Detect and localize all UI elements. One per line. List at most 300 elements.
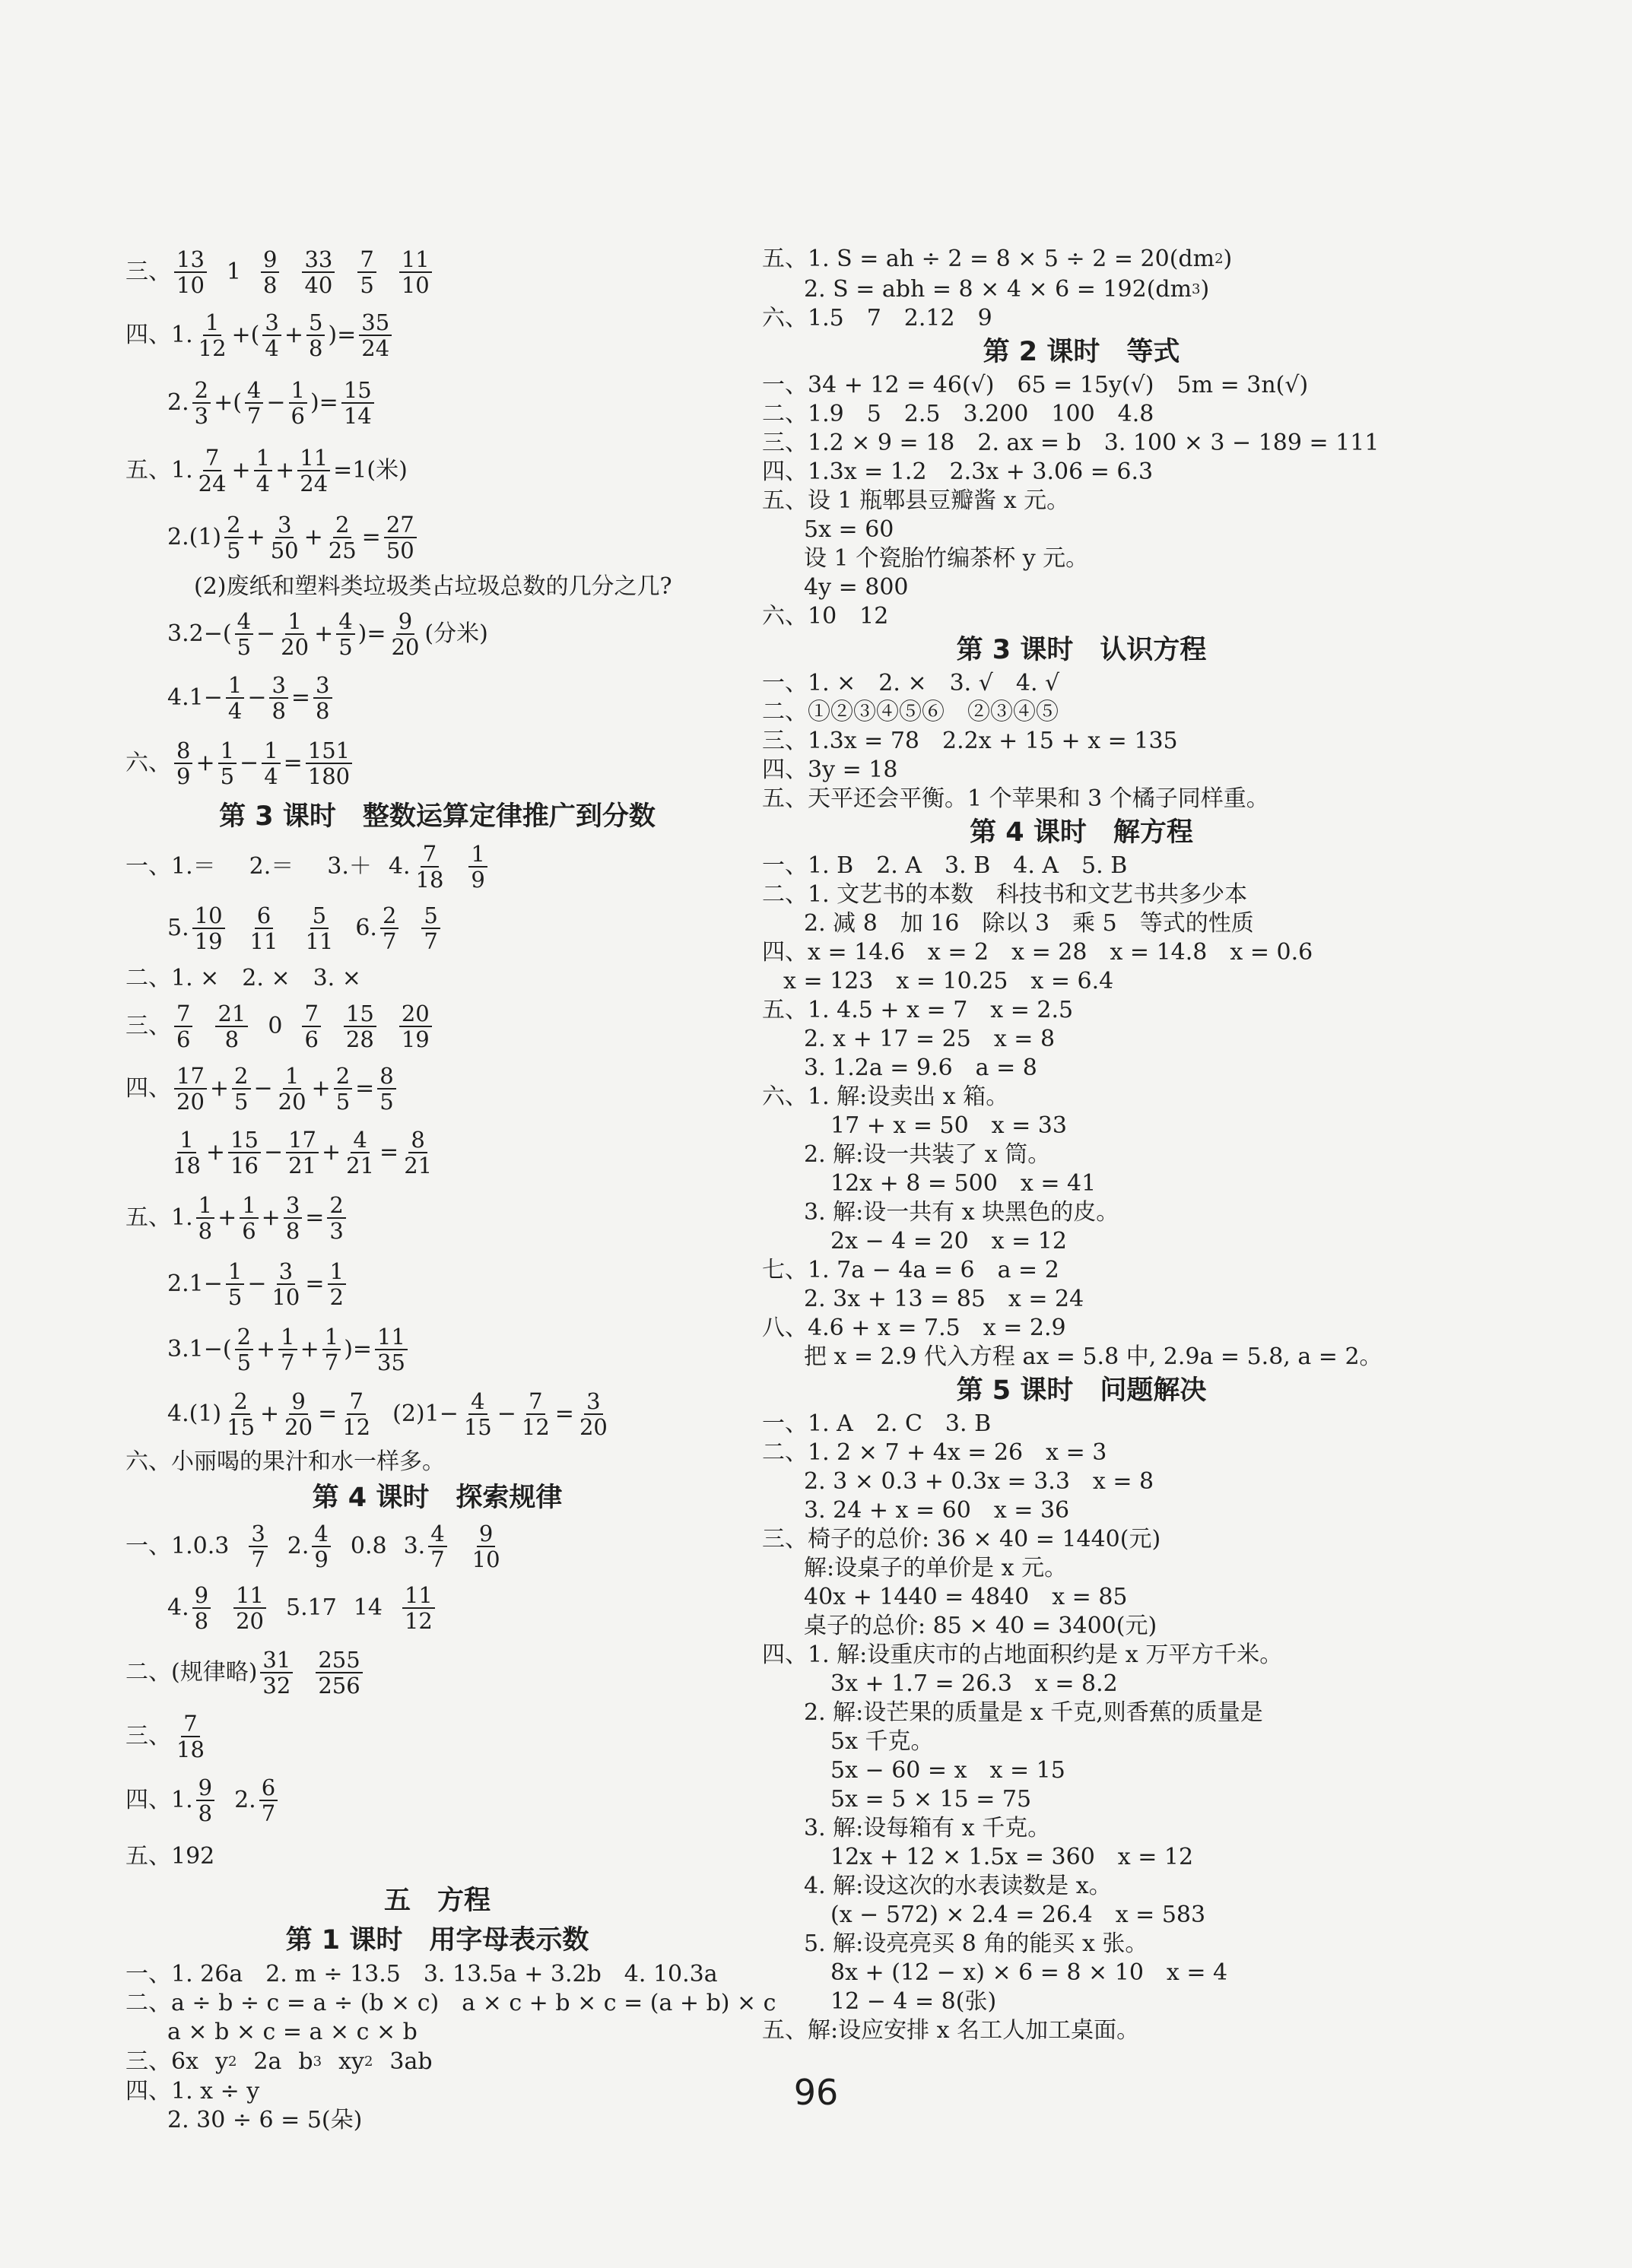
answer-text: 12x + 8 = 500 x = 41 [830, 1170, 1097, 1197]
answer-text: 五、1. S = ah ÷ 2 = 8 × 5 ÷ 2 = 20(dm [762, 246, 1215, 272]
fraction: $\frac{7}{5}$ [357, 247, 376, 298]
fraction: $\frac{6}{11}$ [249, 902, 278, 954]
answer-line [762, 243, 1401, 275]
item-label: 一、 [125, 1533, 171, 1559]
operator: + [246, 524, 265, 550]
answer-line [125, 665, 749, 731]
fraction: $\frac{1}{4}$ [262, 738, 280, 789]
answer-text: 三、6x [125, 2048, 199, 2075]
answer-text: 2. 3x + 13 = 85 x = 24 [804, 1286, 1084, 1312]
answer-line [762, 1410, 1401, 1439]
fraction: $\frac{1}{12}$ [198, 309, 227, 361]
right-column [762, 243, 1401, 2045]
answer-text: 六、1. 解:设卖出 x 箱。 [762, 1083, 1009, 1110]
answer-text: 12x + 12 × 1.5x = 360 x = 12 [830, 1844, 1194, 1870]
operator: − [266, 389, 286, 416]
fraction: $\frac{13}{10}$ [174, 247, 207, 298]
fraction: $\frac{8}{5}$ [377, 1064, 395, 1115]
result-text: =1(米) [333, 457, 408, 484]
exponent: 3 [1192, 281, 1201, 297]
answer-text: 3. 解:设一共有 x 块黑色的皮。 [804, 1199, 1119, 1226]
fraction: $\frac{7}{24}$ [198, 444, 227, 496]
fraction: $\frac{3}{8}$ [313, 673, 332, 724]
item-number: 4. [167, 684, 189, 711]
answer-text: 3. 解:设每箱有 x 千克。 [804, 1815, 1051, 1841]
fraction: $\frac{1}{5}$ [218, 738, 237, 789]
answer-text: 3.＋ [327, 853, 372, 880]
fraction: $\frac{10}{19}$ [192, 903, 225, 954]
fraction: $\frac{33}{40}$ [302, 247, 335, 298]
answer-line [762, 1112, 1401, 1140]
operator: + [195, 750, 215, 776]
answer-line [125, 838, 749, 896]
answer-text: 4y = 800 [804, 574, 909, 601]
exponent: 3 [313, 2054, 322, 2070]
answer-line [125, 1960, 749, 1989]
answer-text: 5.17 [285, 1594, 337, 1621]
operator: )= [310, 389, 338, 416]
answer-text: 二、1. 2 × 7 + 4x = 26 x = 3 [762, 1439, 1107, 1466]
answer-text: 2.＝ [249, 853, 294, 880]
operator: + [303, 524, 323, 550]
item-number: 4. [167, 1400, 189, 1427]
fraction: $\frac{17}{21}$ [286, 1128, 319, 1178]
answer-text: 四、3y = 18 [762, 757, 898, 783]
answer-text: 一、1. A 2. C 3. B [762, 1410, 992, 1437]
fraction: $\frac{20}{19}$ [399, 1001, 432, 1052]
fraction: $\frac{1}{8}$ [196, 1193, 214, 1244]
fraction: $\frac{15}{28}$ [344, 1001, 376, 1052]
answer-text: 2. 减 8 加 16 除以 3 乘 5 等式的性质 [804, 910, 1254, 937]
fraction: $\frac{7}{6}$ [302, 1001, 320, 1052]
answer-line [762, 1169, 1401, 1198]
answer-line [125, 301, 749, 370]
answer-text: 四、1. 解:设重庆市的占地面积约是 x 万平方千米。 [762, 1642, 1283, 1668]
item-label: 一、 [125, 853, 171, 880]
answer-text: 5x = 5 × 15 = 75 [830, 1786, 1032, 1813]
answer-text: 六、1.5 7 2.12 9 [762, 305, 992, 331]
answer-text: 6. [355, 915, 377, 941]
answer-text: 2. S = abh = 8 × 4 × 6 = 192(dm [804, 276, 1192, 303]
lesson-heading: 第 4 课时 解方程 [970, 817, 1193, 848]
answer-line [762, 304, 1401, 333]
answer-line: 3. 1−( $\frac{2}{5}$ + $\frac{1}{7}$ + $\frac{1}{7}$ )= $\frac{11}{35}$ [125, 1317, 749, 1382]
fraction: $\frac{1}{4}$ [226, 673, 244, 724]
fraction: $\frac{2}{5}$ [235, 1324, 253, 1375]
operator: = [291, 684, 311, 711]
answer-line [762, 371, 1401, 400]
fraction: $\frac{11}{12}$ [402, 1583, 435, 1634]
value: 0 [268, 1013, 283, 1039]
fraction: $\frac{11}{20}$ [233, 1583, 266, 1634]
operator: + [275, 457, 295, 484]
fraction: $\frac{2}{3}$ [192, 378, 211, 429]
answer-text: (2)废纸和塑料类垃圾类占垃圾总数的几分之几? [194, 573, 672, 600]
operator: = [283, 750, 303, 776]
answer-text: 2. [234, 1787, 256, 1813]
answer-line [762, 1699, 1401, 1727]
answer-line [762, 785, 1401, 814]
answer-line [125, 604, 749, 665]
fraction: $\frac{4}{5}$ [235, 609, 253, 660]
fraction: $\frac{1}{6}$ [240, 1193, 258, 1244]
answer-text: 二、1. × 2. × 3. × [125, 965, 361, 991]
answer-line [762, 544, 1401, 573]
answer-text: 5x − 60 = x x = 15 [830, 1757, 1065, 1784]
answer-text: 4. 解:设这次的水表读数是 x。 [804, 1873, 1112, 1899]
answer-text: 二、①②③④⑤⑥ ②③④⑤ [762, 699, 1059, 725]
answer-text: 四、1.3x = 1.2 2.3x + 3.06 = 6.3 [762, 458, 1154, 485]
lesson-heading: 第 2 课时 等式 [983, 336, 1180, 367]
answer-line [125, 243, 749, 301]
fraction: $\frac{4}{21}$ [346, 1126, 375, 1178]
operator: +( [231, 322, 260, 348]
answer-line [762, 1285, 1401, 1314]
unit-heading: 五 方程 [383, 1885, 491, 1916]
item-label: 五、 [125, 457, 171, 484]
answer-line [762, 909, 1401, 938]
answer-text: 2. x + 17 = 25 x = 8 [804, 1026, 1056, 1052]
answer-text: 五、天平还会平衡。1 个苹果和 3 个橘子同样重。 [762, 785, 1269, 812]
answer-line [125, 1446, 749, 1478]
answer-line [762, 1256, 1401, 1285]
fraction: $\frac{7}{18}$ [176, 1710, 205, 1762]
fraction: $\frac{3}{8}$ [269, 673, 287, 724]
answer-line: 2. 1− $\frac{1}{5}$ − $\frac{3}{10}$ = $\frac{1}{2}$ [125, 1251, 749, 1317]
answer-text: 14 [353, 1594, 383, 1621]
page-number: 96 [793, 2072, 839, 2113]
answer-text: 3x + 1.7 = 26.3 x = 8.2 [830, 1670, 1118, 1697]
answer-text: 五、设 1 瓶郫县豆瓣酱 x 元。 [762, 487, 1070, 514]
answer-line [125, 731, 749, 795]
answer-text: 解:设桌子的单价是 x 元。 [804, 1555, 1068, 1581]
operator: = [361, 524, 381, 550]
item-number: 3. [167, 620, 189, 647]
fraction: $\frac{1}{20}$ [281, 607, 310, 660]
fraction: $\frac{1}{7}$ [322, 1324, 341, 1375]
fraction: $\frac{2}{5}$ [232, 1064, 250, 1115]
answer-text: 3ab [389, 2048, 433, 2075]
item-label: 二、(规律略) [125, 1659, 258, 1686]
answer-text: 2x − 4 = 20 x = 12 [830, 1228, 1067, 1255]
answer-text: 1.＝ [171, 853, 216, 880]
answer-line [125, 2018, 749, 2047]
answer-line [762, 1140, 1401, 1169]
item-number: 1. [171, 1204, 193, 1231]
operator: + [284, 322, 303, 348]
answer-text: 17 + x = 50 x = 33 [830, 1112, 1067, 1139]
item-label: 三、 [125, 1723, 171, 1749]
answer-line [762, 1439, 1401, 1467]
answer-text: 2. 解:设一共装了 x 筒。 [804, 1141, 1051, 1168]
answer-text: 一、1. B 2. A 3. B 4. A 5. B [762, 852, 1128, 879]
answer-line [125, 1768, 749, 1832]
answer-text: 4. [388, 853, 411, 880]
operator: +( [214, 389, 242, 416]
operator: − [256, 620, 276, 647]
operator: + [314, 620, 334, 647]
fraction: $\frac{3}{10}$ [271, 1258, 300, 1310]
item-number: 2. [167, 524, 189, 550]
answer-text: 2. 解:设芒果的质量是 x 千克,则香蕉的质量是 [804, 1699, 1263, 1726]
answer-text: 二、1. 文艺书的本数 科技书和文艺书共多少本 [762, 881, 1248, 908]
answer-text: 一、1. 26a 2. m ÷ 13.5 3. 13.5a + 3.2b 4. 10.3a [125, 1961, 718, 1987]
operator: )= [357, 620, 386, 647]
answer-text: 2. [287, 1533, 310, 1559]
fraction: $\frac{1}{20}$ [278, 1062, 306, 1115]
answer-text: 3. 24 + x = 60 x = 36 [804, 1497, 1070, 1524]
answer-line [762, 938, 1401, 967]
fraction: $\frac{2}{7}$ [380, 903, 398, 954]
fraction: $\frac{31}{32}$ [260, 1648, 293, 1699]
answer-line [762, 458, 1401, 487]
fraction: $\frac{4}{9}$ [312, 1521, 330, 1572]
answer-line [762, 669, 1401, 698]
fraction: $\frac{1}{4}$ [254, 446, 272, 496]
answer-text: 一、1. × 2. × 3. √ 4. √ [762, 670, 1060, 696]
answer-text: y [215, 2048, 228, 2075]
fraction: $\frac{5}{7}$ [421, 903, 440, 954]
answer-line [762, 1843, 1401, 1872]
answer-text: 5. 解:设亮亮买 8 角的能买 x 张。 [804, 1930, 1148, 1957]
answer-text: 三、椅子的总价: 36 × 40 = 1440(元) [762, 1526, 1161, 1553]
fraction: $\frac{2}{15}$ [227, 1388, 256, 1440]
fraction: $\frac{9}{8}$ [196, 1775, 214, 1826]
fraction: $\frac{11}{24}$ [297, 446, 330, 496]
item-number: 1. [171, 457, 193, 484]
fraction: $\frac{3}{8}$ [284, 1193, 302, 1244]
answer-line [762, 1343, 1401, 1372]
fraction: $\frac{151}{180}$ [306, 738, 352, 789]
answer-line [762, 756, 1401, 785]
answer-line [762, 1314, 1401, 1343]
fraction: $\frac{7}{6}$ [174, 1001, 192, 1052]
answer-line [762, 1054, 1401, 1083]
answer-line [125, 1989, 776, 2018]
answer-text: 设 1 个瓷胎竹编茶杯 y 元。 [804, 545, 1089, 572]
answer-text: 七、1. 7a − 4a = 6 a = 2 [762, 1257, 1059, 1283]
item-label: 六、 [125, 750, 171, 776]
answer-line [762, 1612, 1401, 1641]
answer-line [762, 1227, 1401, 1256]
fraction: $\frac{4}{5}$ [336, 609, 354, 660]
answer-text: 0.8 [350, 1533, 387, 1559]
item-label: 三、 [125, 259, 171, 285]
answer-line [762, 1727, 1401, 1756]
lesson-heading: 第 1 课时 用字母表示数 [285, 1924, 589, 1956]
answer-text: ) [1200, 276, 1210, 303]
answer-text: a × b × c = a × c × b [167, 2019, 418, 2045]
answer-text: 2a [253, 2048, 282, 2075]
fraction: $\frac{1}{7}$ [278, 1324, 297, 1375]
item-prefix: (2)1− [392, 1400, 459, 1427]
answer-text: 40x + 1440 = 4840 x = 85 [804, 1584, 1128, 1610]
result-text: (分米) [424, 620, 488, 647]
fraction: $\frac{4}{15}$ [463, 1388, 492, 1440]
answer-line [762, 1959, 1401, 1987]
fraction: $\frac{2}{3}$ [327, 1193, 345, 1244]
fraction: $\frac{9}{10}$ [472, 1520, 500, 1572]
answer-line [125, 1518, 749, 1575]
item-label: 三、 [125, 1013, 171, 1039]
answer-line [762, 2016, 1401, 2045]
answer-line [762, 698, 1401, 727]
answer-text: 二、1.9 5 2.5 3.200 100 4.8 [762, 401, 1154, 427]
answer-line: $\frac{1}{18}$ + $\frac{15}{16}$ − $\frac{17}{21}$ + $\frac{4}{21}$ = $\frac{8}{21}$ [125, 1121, 749, 1185]
fraction: $\frac{4}{7}$ [428, 1521, 446, 1572]
answer-line [762, 1814, 1401, 1843]
answer-line [125, 1575, 749, 1641]
operator: − [247, 684, 267, 711]
lesson-heading: 第 3 课时 整数运算定律推广到分数 [219, 801, 656, 832]
fraction: $\frac{1}{2}$ [328, 1259, 346, 1310]
left-column [125, 243, 776, 2135]
answer-line [762, 1785, 1401, 1814]
answer-text: 2. 30 ÷ 6 = 5(朵) [167, 2107, 363, 2133]
item-prefix: (1) [189, 524, 222, 550]
fraction: $\frac{15}{14}$ [341, 378, 374, 429]
answer-line [125, 896, 749, 961]
answer-text: 二、a ÷ b ÷ c = a ÷ (b × c) a × c + b × c = (a + b) × c [125, 1990, 776, 2016]
fraction: $\frac{35}{24}$ [359, 310, 392, 361]
lesson-heading: 第 4 课时 探索规律 [312, 1482, 563, 1513]
fraction: $\frac{21}{8}$ [215, 1001, 248, 1052]
answer-line [125, 370, 749, 436]
answer-line [762, 1525, 1401, 1554]
answer-text: b [298, 2048, 313, 2075]
item-number: 3. [167, 1336, 189, 1362]
answer-line [762, 400, 1401, 429]
exponent: 2 [227, 2054, 237, 2070]
answer-text: 2. 3 × 0.3 + 0.3x = 3.3 x = 8 [804, 1468, 1154, 1495]
fraction: $\frac{2}{5}$ [224, 512, 243, 563]
answer-line [762, 602, 1401, 631]
operator: − [240, 750, 259, 776]
answer-line [762, 996, 1401, 1025]
item-prefix: 1− [189, 1270, 223, 1297]
fraction: $\frac{9}{8}$ [192, 1583, 211, 1634]
answer-text: 三、1.3x = 78 2.2x + 15 + x = 135 [762, 728, 1178, 754]
answer-text: 六、小丽喝的果汁和水一样多。 [125, 1448, 445, 1475]
fraction: $\frac{5}{11}$ [305, 902, 334, 954]
fraction: $\frac{4}{7}$ [245, 378, 263, 429]
fraction: $\frac{15}{16}$ [228, 1128, 261, 1178]
answer-text: 12 − 4 = 8(张) [830, 1988, 997, 2015]
item-prefix: 1− [189, 684, 223, 711]
item-prefix: 1−( [189, 1336, 232, 1362]
answer-text: 5. [167, 915, 189, 941]
answer-text: 桌子的总价: 85 × 40 = 3400(元) [804, 1613, 1157, 1639]
lesson-heading: 第 5 课时 问题解决 [956, 1375, 1207, 1406]
answer-line [125, 436, 749, 505]
fraction: $\frac{3}{50}$ [270, 511, 299, 563]
answer-line [762, 1496, 1401, 1525]
fraction: $\frac{8}{21}$ [404, 1126, 433, 1178]
fraction: $\frac{11}{35}$ [375, 1324, 408, 1375]
answer-text: 1.0.3 [171, 1533, 230, 1559]
answer-text: 五、192 [125, 1843, 215, 1870]
operator: )= [328, 322, 357, 348]
fraction: $\frac{7}{12}$ [342, 1388, 371, 1440]
fraction: $\frac{7}{18}$ [415, 840, 444, 893]
answer-line [762, 1987, 1401, 2016]
answer-line [762, 1583, 1401, 1612]
answer-line [762, 1872, 1401, 1901]
lesson-heading: 第 3 课时 认识方程 [956, 634, 1207, 665]
answer-line [125, 570, 749, 604]
answer-line: 四、 $\frac{17}{20}$ + $\frac{2}{5}$ − $\frac{1}{20}$ + $\frac{2}{5}$ = $\frac{8}{5}$ [125, 1057, 749, 1121]
answer-text: 5x 千克。 [830, 1728, 934, 1755]
answer-line [762, 1930, 1401, 1959]
fraction: $\frac{3}{20}$ [579, 1388, 608, 1440]
fraction: $\frac{2}{5}$ [334, 1064, 352, 1115]
answer-text: 把 x = 2.9 代入方程 ax = 5.8 中, 2.9a = 5.8, a = 2。 [804, 1343, 1383, 1370]
item-label: 四、 [125, 322, 171, 348]
answer-line [762, 1467, 1401, 1496]
item-prefix: (1) [189, 1400, 222, 1427]
answer-line [762, 515, 1401, 544]
fraction: $\frac{1}{9}$ [468, 842, 487, 893]
answer-text: 八、4.6 + x = 7.5 x = 2.9 [762, 1315, 1066, 1341]
answer-text: 一、34 + 12 = 46(√) 65 = 15y(√) 5m = 3n(√) [762, 372, 1309, 398]
answer-text: 4. [167, 1594, 189, 1621]
item-number: 1. [171, 322, 193, 348]
fraction: $\frac{5}{8}$ [306, 310, 325, 361]
answer-text: 五、1. 4.5 + x = 7 x = 2.5 [762, 997, 1074, 1023]
answer-line [125, 996, 749, 1057]
fraction: $\frac{1}{5}$ [226, 1259, 244, 1310]
fraction: $\frac{17}{20}$ [174, 1064, 207, 1115]
item-number: 2. [167, 389, 189, 416]
operator: + [231, 457, 251, 484]
fraction: $\frac{11}{10}$ [399, 247, 432, 298]
answer-line [125, 1705, 749, 1768]
fraction: $\frac{3}{4}$ [262, 310, 281, 361]
fraction: $\frac{9}{8}$ [261, 247, 279, 298]
answer-line [762, 880, 1401, 909]
fraction: $\frac{3}{7}$ [249, 1521, 267, 1572]
answer-line [762, 967, 1401, 996]
answer-text: 3. 1.2a = 9.6 a = 8 [804, 1055, 1037, 1081]
answer-text: 三、1.2 × 9 = 18 2. ax = b 3. 100 × 3 − 189 = 111 [762, 430, 1380, 456]
answer-text: 五、解:设应安排 x 名工人加工桌面。 [762, 2017, 1140, 2044]
answer-line [125, 505, 749, 570]
answer-text: 四、x = 14.6 x = 2 x = 28 x = 14.8 x = 0.6 [762, 939, 1313, 966]
fraction: $\frac{7}{12}$ [521, 1388, 550, 1440]
answer-line [762, 1198, 1401, 1227]
answer-text: 四、1. x ÷ y [125, 2078, 260, 2105]
answer-text: ) [1223, 246, 1233, 272]
answer-text: x = 123 x = 10.25 x = 6.4 [783, 968, 1114, 994]
answer-line [125, 1832, 749, 1881]
answer-line: 五、 1. $\frac{1}{8}$ + $\frac{1}{6}$ + $\frac{3}{8}$ = $\frac{2}{3}$ [125, 1185, 749, 1251]
answer-text: (x − 572) × 2.4 = 26.4 x = 583 [830, 1902, 1206, 1928]
answer-line [762, 1554, 1401, 1583]
answer-text: 5x = 60 [804, 516, 894, 543]
answer-line [762, 1670, 1401, 1699]
answer-line [762, 1025, 1401, 1054]
fraction: $\frac{8}{9}$ [174, 738, 192, 789]
operator: )= [344, 1336, 373, 1362]
item-label: 四、 [125, 1075, 171, 1102]
answer-line [762, 727, 1401, 756]
fraction: $\frac{6}{7}$ [259, 1775, 278, 1826]
fraction: $\frac{1}{6}$ [289, 378, 307, 429]
exponent: 2 [364, 2054, 373, 2070]
fraction: $\frac{255}{256}$ [316, 1648, 362, 1699]
answer-line [762, 487, 1401, 515]
fraction: $\frac{1}{18}$ [173, 1126, 201, 1178]
